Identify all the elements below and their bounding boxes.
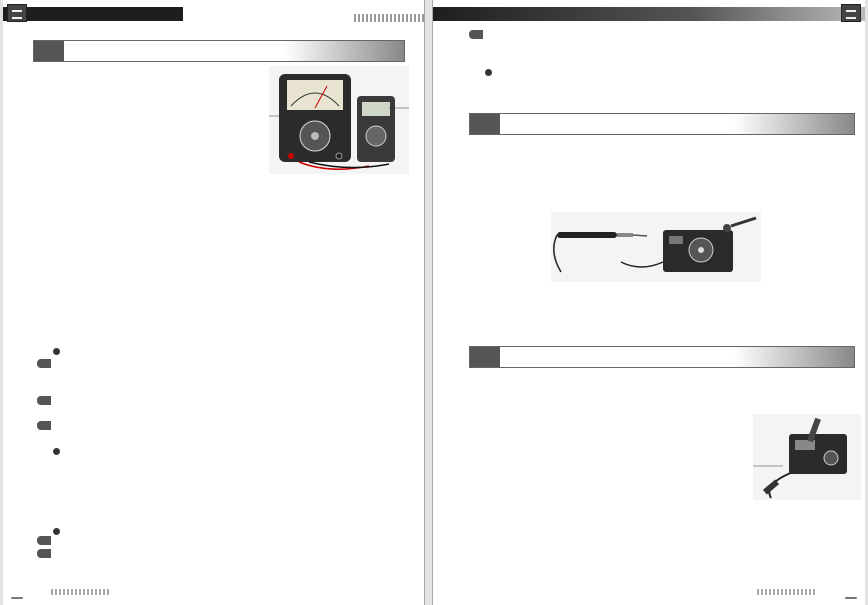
soldering-iron-figure: [551, 212, 761, 282]
section-number: [34, 41, 64, 61]
section-tail-gradient: [734, 347, 854, 367]
footer-stripes: [757, 589, 817, 595]
subheading-measure-voltage: [37, 505, 41, 515]
footer-stripes: [51, 589, 111, 595]
bullet-icon: [53, 448, 60, 455]
header-stripes: [354, 14, 424, 22]
step-3-read-value: [469, 30, 859, 42]
bullet-ac-voltage: [485, 67, 496, 78]
section-heading-2-1: [33, 40, 405, 62]
section-tail-gradient: [284, 41, 404, 61]
step-badge: [37, 549, 51, 558]
bullet-icon: [485, 69, 492, 76]
step-badge: [37, 359, 51, 368]
step-item: [37, 536, 417, 548]
subheading-measure-current: [37, 325, 41, 335]
section-number: [470, 114, 500, 134]
page-number: [11, 597, 23, 599]
section-number: [470, 347, 500, 367]
bullet-icon: [53, 348, 60, 355]
left-page: [3, 0, 425, 605]
step-badge: [37, 421, 51, 430]
section-heading-2-2: [469, 113, 855, 135]
section-heading-2-3: [469, 346, 855, 368]
header-bar: [3, 7, 183, 21]
step-badge: [469, 30, 483, 39]
step-item: [37, 549, 417, 561]
step-item: [37, 359, 417, 371]
step-item: [37, 396, 417, 408]
step-badge: [37, 396, 51, 405]
bullet-dc-current: [53, 346, 64, 357]
page-number: [845, 597, 857, 599]
corner-tab-icon: [7, 4, 27, 22]
bullet-ac-current: [53, 446, 64, 457]
header-bar: [433, 7, 865, 21]
multimeter-figure: [269, 66, 409, 174]
bullet-icon: [53, 528, 60, 535]
step-item: [37, 421, 417, 433]
hot-air-station-figure: [753, 414, 861, 500]
corner-tab-icon: [841, 4, 861, 22]
step-badge: [37, 536, 51, 545]
section-tail-gradient: [734, 114, 854, 134]
right-page: [432, 0, 865, 605]
